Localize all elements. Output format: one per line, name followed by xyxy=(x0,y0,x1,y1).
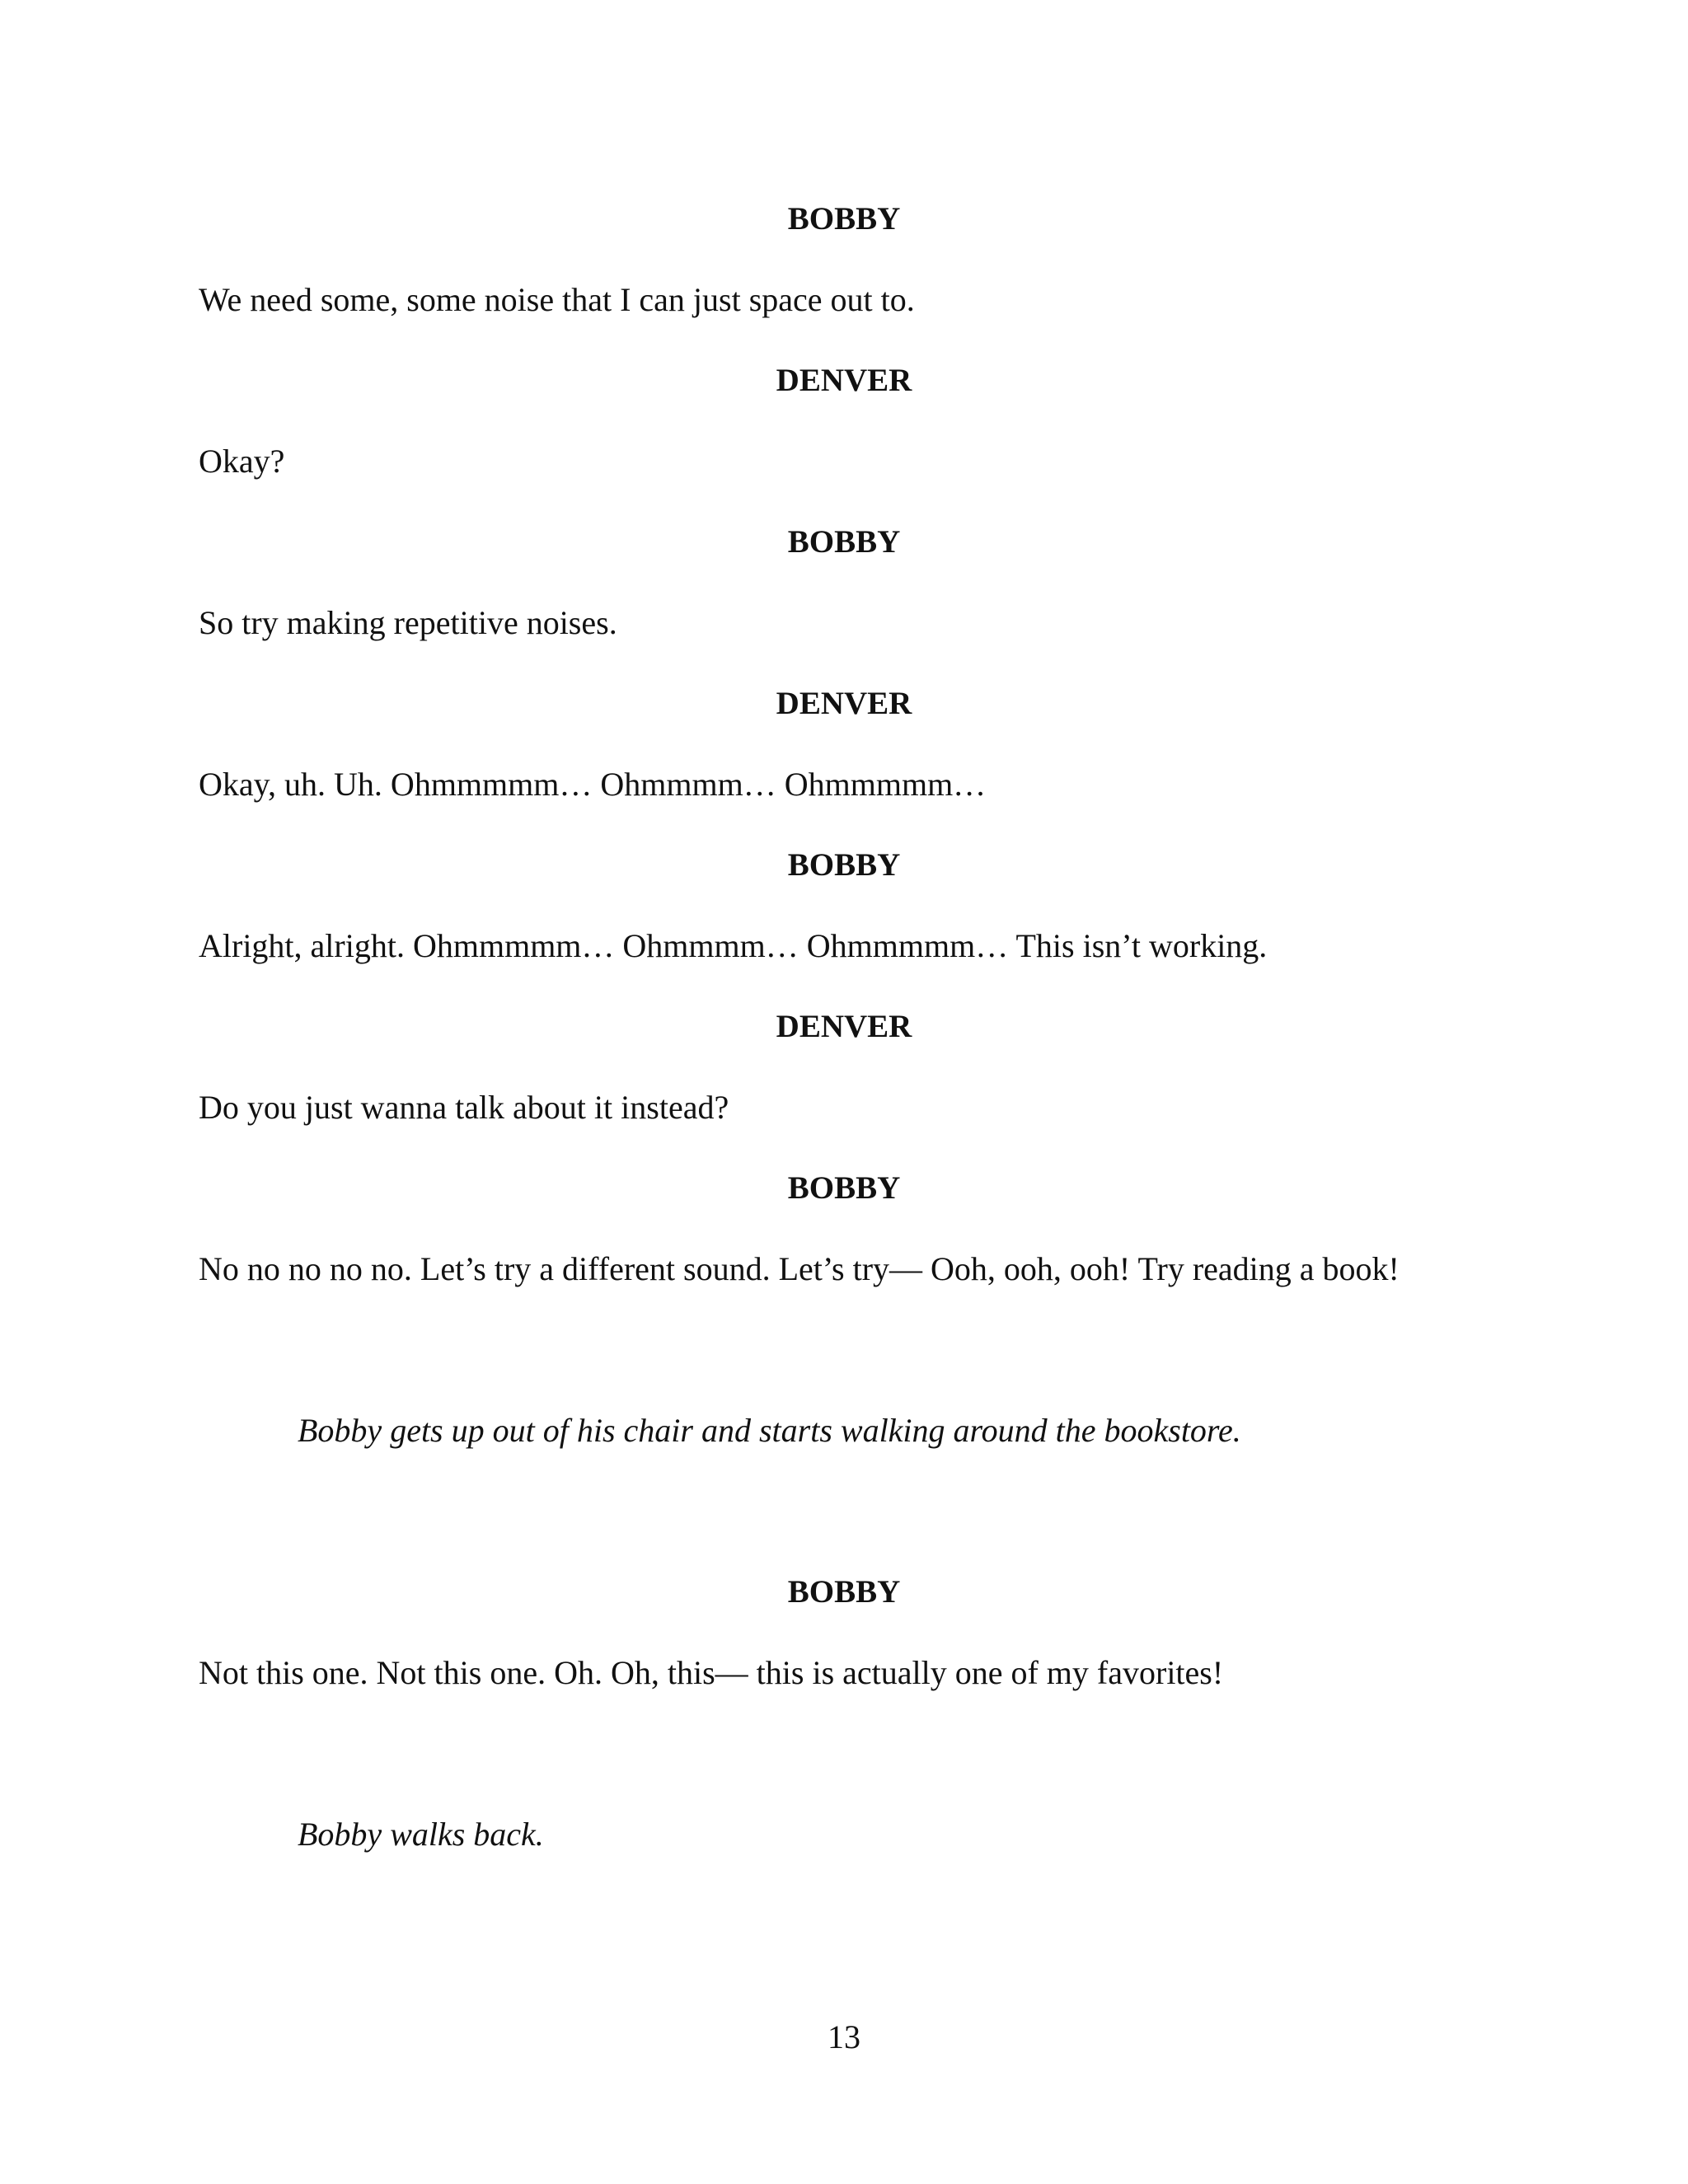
character-name: DENVER xyxy=(776,686,912,721)
dialogue-line: Do you just wanna talk about it instead? xyxy=(199,1089,729,1126)
dialogue-line: Not this one. Not this one. Oh. Oh, this— this is actually one of my favorites! xyxy=(199,1654,1224,1691)
character-name: BOBBY xyxy=(787,524,901,560)
character-name: DENVER xyxy=(776,1009,912,1044)
character-name: BOBBY xyxy=(787,847,901,883)
character-name: BOBBY xyxy=(787,1170,901,1206)
page-number: 13 xyxy=(828,2018,860,2055)
dialogue-line: We need some, some noise that I can just space out to. xyxy=(199,281,915,318)
character-name: BOBBY xyxy=(787,201,901,237)
dialogue-line: No no no no no. Let’s try a different sound. Let’s try— Ooh, ooh, ooh! Try reading a book! xyxy=(199,1250,1400,1287)
dialogue-line: Okay, uh. Uh. Ohmmmmm… Ohmmmm… Ohmmmmm… xyxy=(199,766,987,803)
dialogue-line: Okay? xyxy=(199,443,285,480)
dialogue-line: Alright, alright. Ohmmmmm… Ohmmmm… Ohmmmmm… This isn’t working. xyxy=(199,927,1268,964)
action-line: Bobby gets up out of his chair and starts walking around the bookstore. xyxy=(298,1412,1241,1449)
action-line: Bobby walks back. xyxy=(298,1816,544,1853)
dialogue-line: So try making repetitive noises. xyxy=(199,604,617,641)
character-name: DENVER xyxy=(776,363,912,398)
character-name: BOBBY xyxy=(787,1574,901,1610)
